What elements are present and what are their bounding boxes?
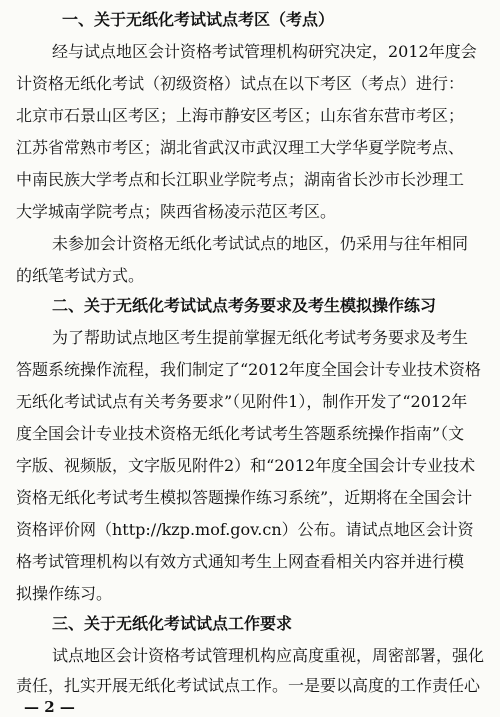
paragraph-line: 江苏省常熟市考区；湖北省武汉市武汉理工大学华夏学院考点、 xyxy=(16,138,465,157)
paragraph-line: 中南民族大学考点和长江职业学院考点；湖南省长沙市长沙理工 xyxy=(16,170,465,189)
page-number: — 2 — xyxy=(24,698,75,716)
paragraph-line: 为了帮助试点地区考生提前掌握无纸化考试考务要求及考生 xyxy=(52,328,469,347)
paragraph-line: 字版、视频版，文字版见附件2）和“2012年度全国会计专业技术 xyxy=(16,456,476,475)
section-heading-1: 一、关于无纸化考试试点考区（考点） xyxy=(62,10,335,29)
paragraph-line: 度全国会计专业技术资格无纸化考试考生答题系统操作指南”（文 xyxy=(16,424,465,443)
paragraph-line: 未参加会计资格无纸化考试试点的地区，仍采用与往年相同 xyxy=(52,234,469,253)
paragraph-line: 北京市石景山区考区；上海市静安区考区；山东省东营市考区； xyxy=(16,106,465,125)
paragraph-line: 计资格无纸化考试（初级资格）试点在以下考区（考点）进行： xyxy=(16,74,465,93)
section-heading-3: 三、关于无纸化考试试点工作要求 xyxy=(52,614,293,633)
paragraph-line: 无纸化考试试点有关考务要求”（见附件1），制作开发了“2012年 xyxy=(16,392,468,411)
paragraph-line: 资格无纸化考试考生模拟答题操作练习系统”，近期将在全国会计 xyxy=(16,488,473,507)
paragraph-line: 资格评价网（http://kzp.mof.gov.cn）公布。请试点地区会计资 xyxy=(16,520,474,539)
paragraph-line: 责任，扎实开展无纸化考试试点工作。一是要以高度的工作责任心 xyxy=(16,676,481,695)
section-heading-2: 二、关于无纸化考试试点考务要求及考生模拟操作练习 xyxy=(52,296,437,315)
paragraph-line: 拟操作练习。 xyxy=(16,584,113,603)
paragraph-line: 经与试点地区会计资格考试管理机构研究决定，2012年度会 xyxy=(52,42,477,61)
paragraph-line: 试点地区会计资格考试管理机构应高度重视，周密部署，强化 xyxy=(52,646,485,665)
paragraph-line: 的纸笔考试方式。 xyxy=(16,266,145,285)
paragraph-line: 格考试管理机构以有效方式通知考生上网查看相关内容并进行模 xyxy=(16,552,465,571)
paragraph-line: 答题系统操作流程，我们制定了“2012年度全国会计专业技术资格 xyxy=(16,360,481,379)
paragraph-line: 大学城南学院考点；陕西省杨凌示范区考区。 xyxy=(16,202,337,221)
